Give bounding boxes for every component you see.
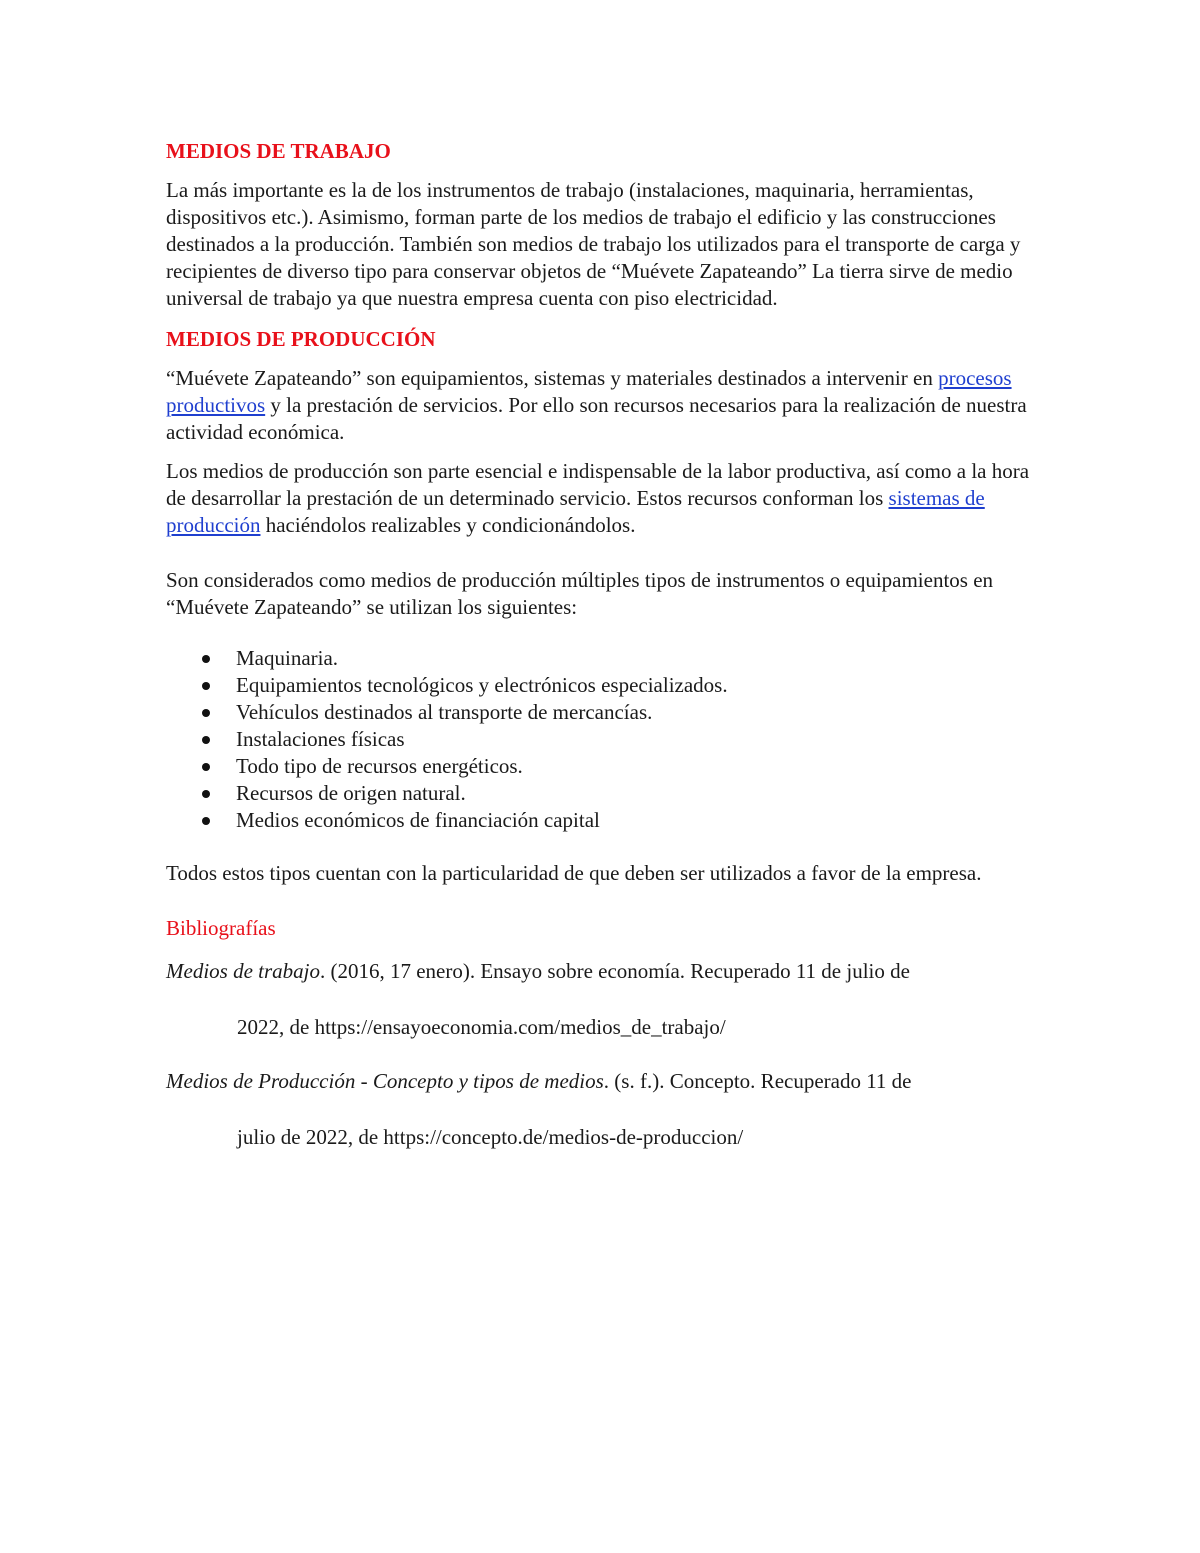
paragraph-considerados: Son considerados como medios de producción múltiples tipos de instrumentos o equipamientos en “Muévete Zapateando” se utilizan los siguientes:: [166, 568, 994, 619]
list-item: [166, 780, 1046, 807]
bullet-icon: [202, 736, 210, 744]
section-title-medios-de-produccion: MEDIOS DE PRODUCCIÓN: [166, 327, 436, 351]
bullet-icon: [202, 790, 210, 798]
reference-entry: [166, 958, 1046, 1041]
list-item: [166, 753, 1046, 780]
list-item-text: Medios económicos de financiación capital: [236, 808, 600, 832]
bullet-icon: [202, 763, 210, 771]
reference-details: . (2016, 17 enero). Ensayo sobre economía. Recuperado 11 de julio de: [319, 959, 910, 983]
list-item: [166, 645, 1046, 672]
list-item: [166, 672, 1046, 699]
paragraph-conclusion: Todos estos tipos cuentan con la particularidad de que deben ser utilizados a favor de la empresa.: [166, 861, 982, 885]
text-segment: “Muévete Zapateando” son equipamientos, sistemas y materiales destinados a intervenir en: [166, 366, 939, 390]
paragraph-medios-de-trabajo: La más importante es la de los instrumentos de trabajo (instalaciones, maquinaria, herramientas, dispositivos etc.). Asimismo, forman parte de los medios de trabajo el edificio y las construcciones destinados a la producción. También son medios de trabajo los utilizados para el transporte de carga y recipientes de diverso tipo para conservar objetos de “Muévete Zapateando” La tierra sirve de medio universal de trabajo ya que nuestra empresa cuenta con piso electricidad.: [166, 178, 1021, 310]
list-item: [166, 699, 1046, 726]
bibliography-title: Bibliografías: [166, 916, 276, 940]
text-segment: y la prestación de servicios. Por ello son recursos necesarios para la realización de nuestra actividad económica.: [166, 393, 1027, 444]
document-page: [166, 138, 1046, 1151]
bullet-icon: [202, 655, 210, 663]
list-item-text: Vehículos destinados al transporte de mercancías.: [236, 700, 653, 724]
reference-line: [166, 958, 1046, 985]
link-procesos-productivos[interactable]: procesos productivos: [166, 366, 1012, 417]
list-item-text: Instalaciones físicas: [236, 727, 405, 751]
bullet-icon: [202, 817, 210, 825]
list-item-text: Todo tipo de recursos energéticos.: [236, 754, 523, 778]
link-sistemas-de-produccion[interactable]: sistemas de producción: [166, 486, 985, 537]
reference-continuation: julio de 2022, de https://concepto.de/medios-de-produccion/: [237, 1125, 744, 1149]
reference-entry: [166, 1068, 1046, 1151]
reference-continuation: 2022, de https://ensayoeconomia.com/medios_de_trabajo/: [237, 1015, 726, 1039]
text-segment: Los medios de producción son parte esencial e indispensable de la labor productiva, así como a la hora de desarrollar la prestación de un determinado servicio. Estos recursos conforman los: [166, 459, 1030, 510]
bullet-icon: [202, 709, 210, 717]
list-item: [166, 726, 1046, 753]
list-item-text: Maquinaria.: [236, 646, 339, 670]
bullet-icon: [202, 682, 210, 690]
list-item-text: Equipamientos tecnológicos y electrónicos especializados.: [236, 673, 728, 697]
list-item: [166, 807, 1046, 834]
list-item-text: Recursos de origen natural.: [236, 781, 466, 805]
section-title-medios-de-trabajo: MEDIOS DE TRABAJO: [166, 139, 391, 163]
reference-title: Medios de trabajo: [166, 959, 320, 983]
reference-details: . (s. f.). Concepto. Recuperado 11 de: [603, 1069, 912, 1093]
bullet-list: [166, 645, 1046, 834]
reference-title: Medios de Producción - Concepto y tipos de medios: [166, 1069, 604, 1093]
text-segment: haciéndolos realizables y condicionándolos.: [260, 513, 636, 537]
paragraph-produccion-intro: [166, 365, 1046, 446]
paragraph-produccion-esencial: [166, 458, 1046, 539]
reference-line: [166, 1068, 1046, 1095]
